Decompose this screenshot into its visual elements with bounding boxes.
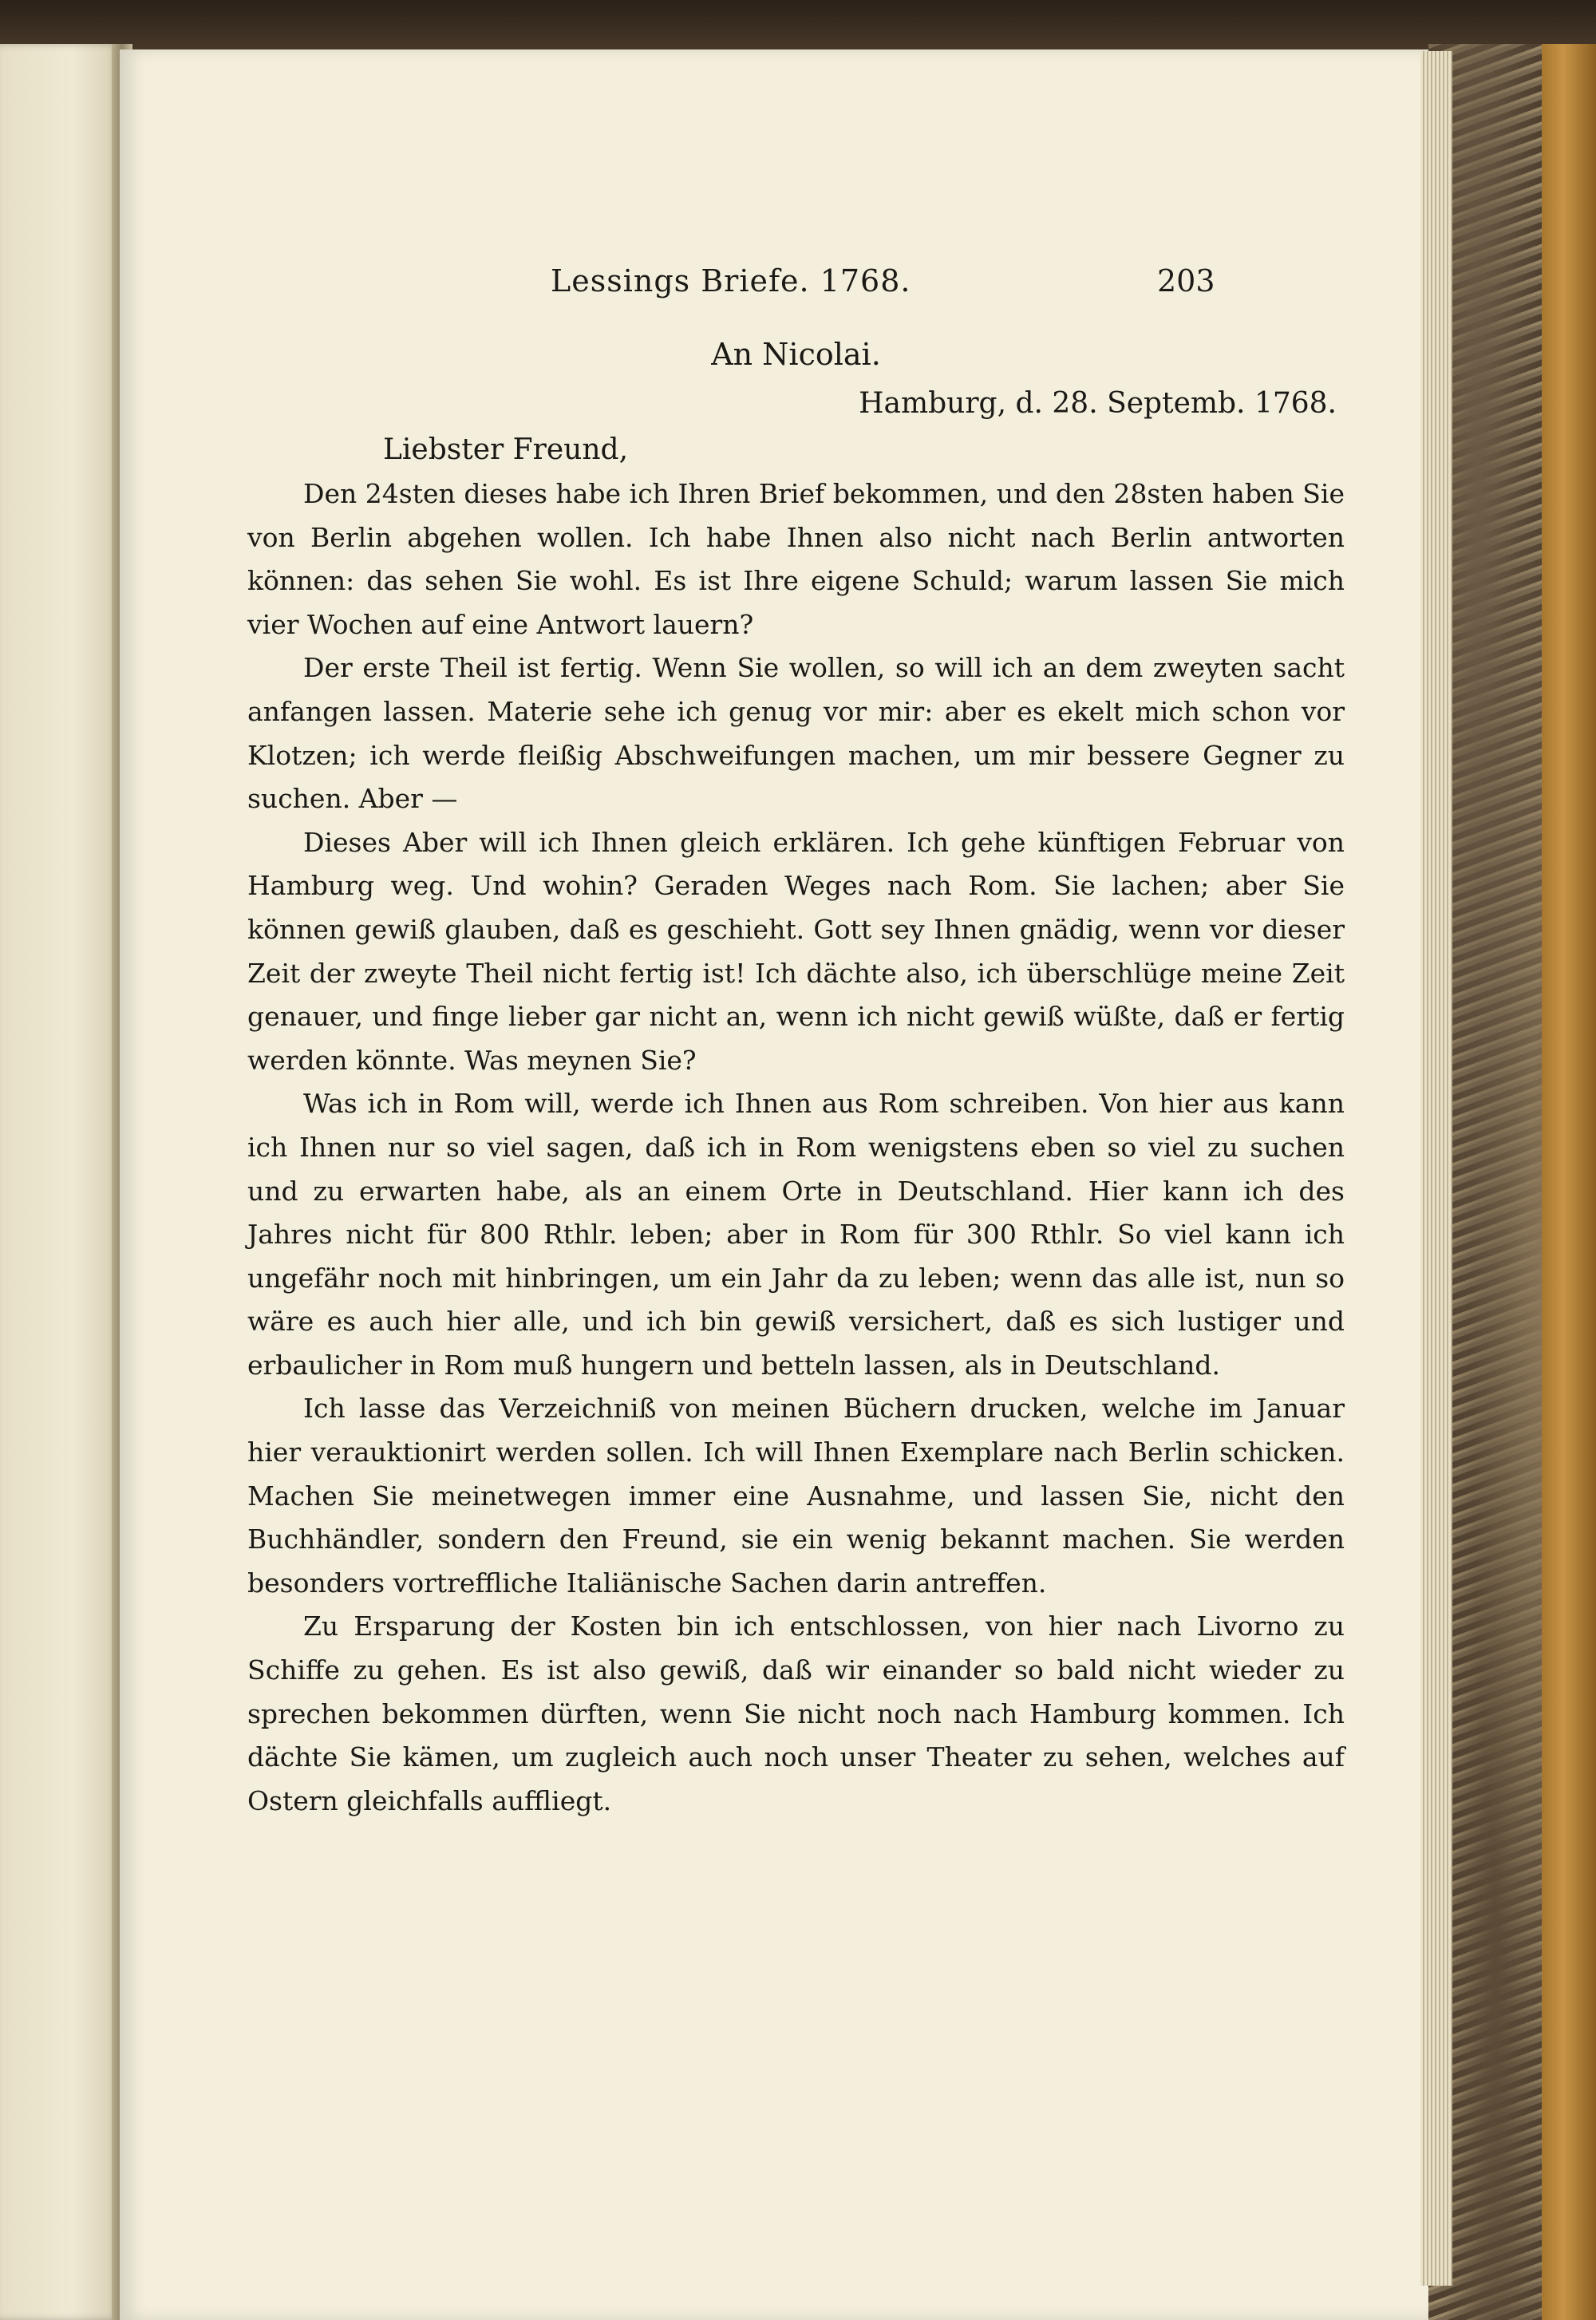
paragraph: Ich lasse das Verzeichniß von meinen Büchern drucken, welche im Januar hier verauktionirt werden sollen. Ich will Ihnen Exemplare nach Berlin schicken. Machen Sie meinetwegen immer eine Ausnahme, und lassen Sie, nicht den Buchhändler, sondern den Freund, sie ein wenig bekannt machen. Sie werden besonders vortreffliche Italiänische Sachen darin antreffen.	[247, 1393, 1345, 1599]
running-head	[120, 263, 1428, 303]
cover-spine-edge	[1542, 44, 1596, 2320]
paragraph: Der erste Theil ist fertig. Wenn Sie wollen, so will ich an dem zweyten sacht anfangen lassen. Materie sehe ich genug vor mir: aber es ekelt mich schon vor Klotzen; ich werde fleißig Abschweifungen machen, um mir bessere Gegner zu suchen. Aber —	[247, 652, 1345, 815]
running-head-title: Lessings Briefe. 1768.	[551, 263, 911, 298]
paragraph: Den 24sten dieses habe ich Ihren Brief bekommen, und den 28sten haben Sie von Berlin abgehen wollen. Ich habe Ihnen also nicht nach Berlin antworten können: das sehen Sie wohl. Es ist Ihre eigene Schuld; warum lassen Sie mich vier Wochen auf eine Antwort lauern?	[247, 478, 1345, 640]
page-number: 203	[1157, 263, 1215, 298]
letter-heading: An Nicolai.	[711, 337, 881, 372]
paragraph: Was ich in Rom will, werde ich Ihnen aus Rom schreiben. Von hier aus kann ich Ihnen nur so viel sagen, daß ich in Rom wenigstens eben so viel zu suchen und zu erwarten habe, als an einem Orte in Deutschland. Hier kann ich des Jahres nicht für 800 Rthlr. leben; aber in Rom für 300 Rthlr. So viel kann ich ungefähr noch mit hinbringen, um ein Jahr da zu leben; wenn das alle ist, nun so wäre es auch hier alle, und ich bin gewiß versichert, daß es sich lustiger und erbaulicher in Rom muß hungern und betteln lassen, als in Deutschland.	[247, 1088, 1345, 1381]
previous-page-edge	[0, 44, 120, 2320]
letter-salutation: Liebster Freund,	[383, 433, 629, 466]
letter-body	[247, 329, 1345, 1823]
paragraph: Dieses Aber will ich Ihnen gleich erklären. Ich gehe künftigen Februar von Hamburg weg. Und wohin? Geraden Weges nach Rom. Sie lachen; aber Sie können gewiß glauben, daß es geschieht. Gott sey Ihnen gnädig, wenn vor dieser Zeit der zweyte Theil nicht fertig ist! Ich dächte also, ich überschlüge meine Zeit genauer, und finge lieber gar nicht an, wenn ich nicht gewiß wüßte, daß er fertig werden könnte. Was meynen Sie?	[247, 826, 1345, 1076]
background-top	[0, 0, 1596, 56]
letter-place-date: Hamburg, d. 28. Septemb. 1768.	[859, 387, 1337, 420]
paragraph: Zu Ersparung der Kosten bin ich entschlossen, von hier nach Livorno zu Schiffe zu gehen. Es ist also gewiß, daß wir einander so bald nicht wieder zu sprechen bekommen dürften, wenn Sie nicht noch nach Hamburg kommen. Ich dächte Sie kämen, um zugleich auch noch unser Theater zu sehen, welches auf Ostern gleichfalls auffliegt.	[247, 1611, 1345, 1816]
page-stack-edge	[1420, 51, 1452, 2286]
book-page	[120, 49, 1428, 2320]
